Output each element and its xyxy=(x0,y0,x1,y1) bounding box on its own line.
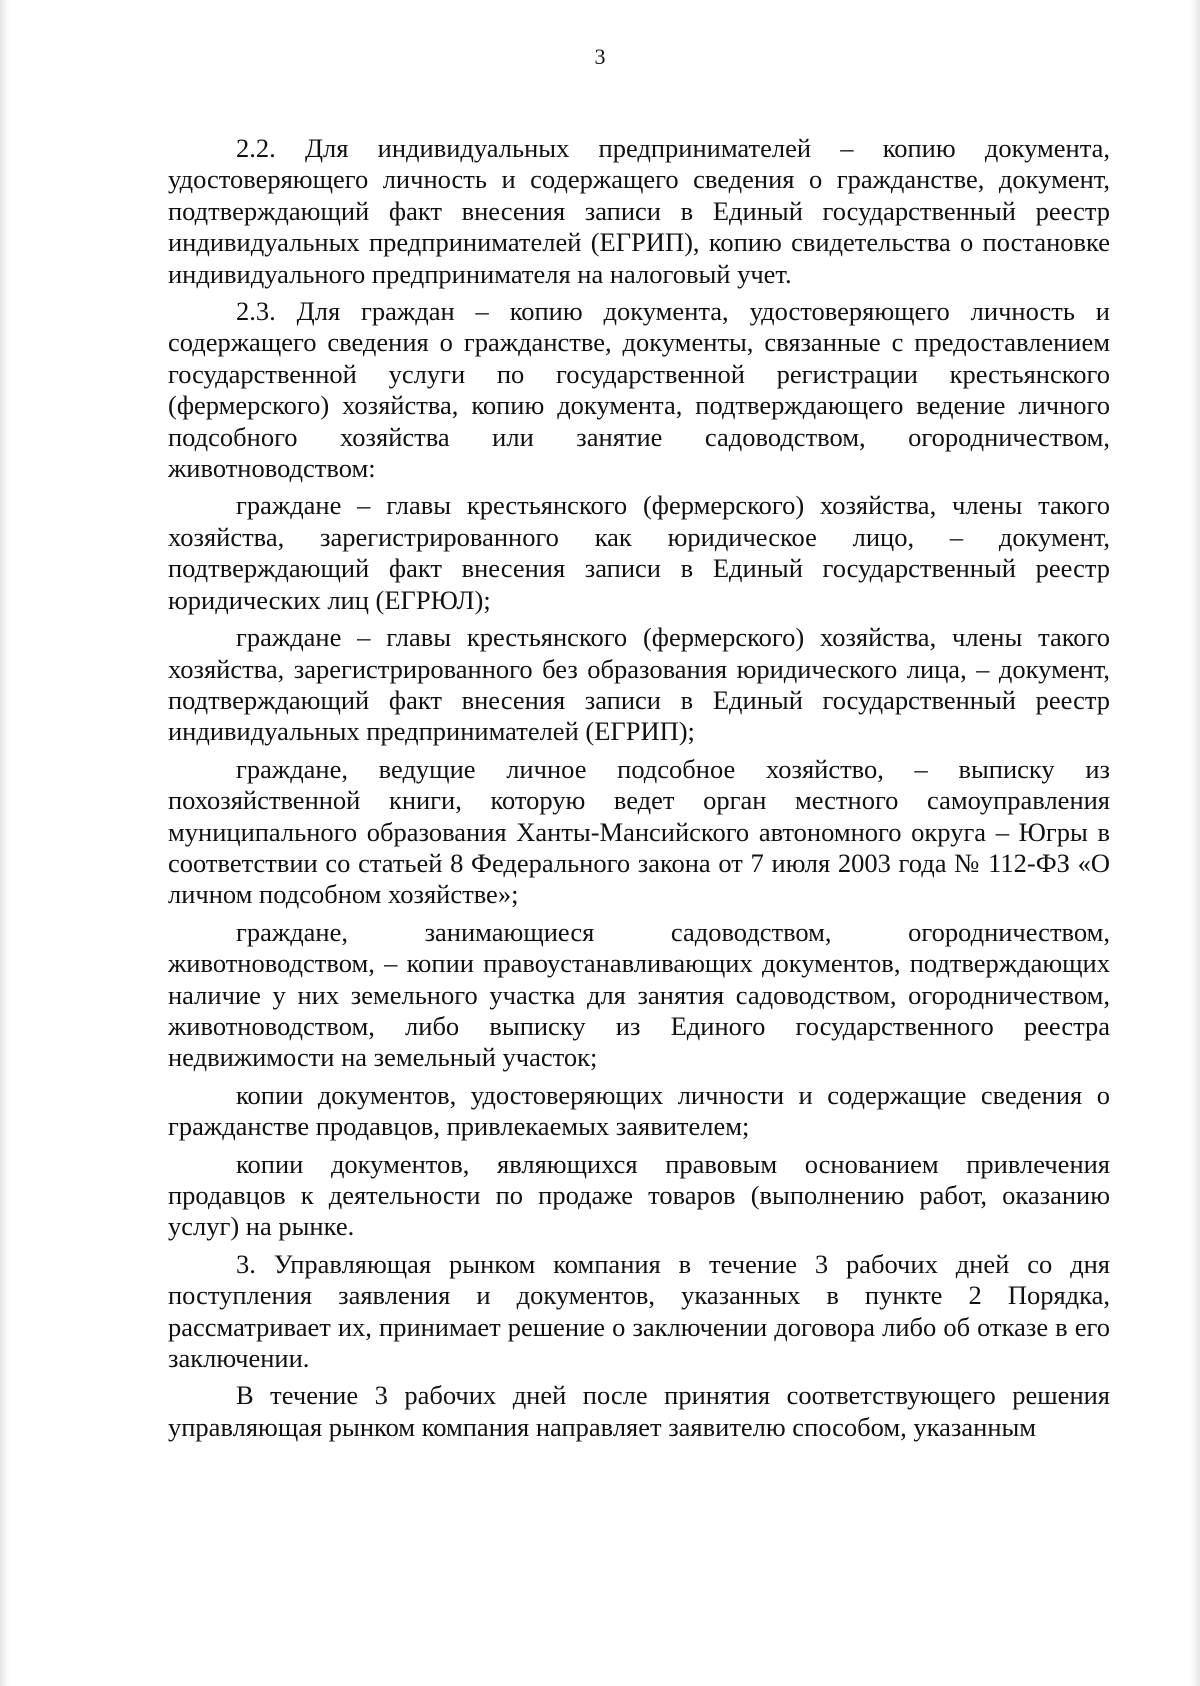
paragraph-egrul: граждане – главы крестьянского (фермерского) хозяйства, члены такого хозяйства, зарегистрированного как юридическое лицо, – документ, подтверждающий факт внесения записи в Единый государственный реестр юридических лиц (ЕГРЮЛ); xyxy=(168,490,1110,615)
page-number: 3 xyxy=(594,44,606,69)
paragraph-3: 3. Управляющая рынком компания в течение 3 рабочих дней со дня поступления заявления и документов, указанных в пункте 2 Порядка, рассматривает их, принимает решение о заключении договора либо об отказе в его заключении. xyxy=(168,1248,1110,1374)
paragraph-egrip: граждане – главы крестьянского (фермерского) хозяйства, члены такого хозяйства, зарегистрированного без образования юридического лица, – документ, подтверждающий факт внесения записи в Единый государственный реестр индивидуальных предпринимателей (ЕГРИП); xyxy=(168,622,1110,747)
paragraph-decision-notice: В течение 3 рабочих дней после принятия соответствующего решения управляющая рынком компания направляет заявителю способом, указанным xyxy=(168,1380,1110,1442)
scan-edge-right xyxy=(1190,0,1200,1686)
paragraph-2-3: 2.3. Для граждан – копию документа, удостоверяющего личность и содержащего сведения о гражданстве, документы, связанные с предоставлением государственной услуги по государственной регистрации крестьянского (фермерского) хозяйства, копию документа, подтверждающего ведение личного подсобного хозяйства или занятие садоводством, огородничеством, животноводством: xyxy=(168,296,1110,484)
paragraph-sellers-identity: копии документов, удостоверяющих личности и содержащие сведения о гражданстве продавцов, привлекаемых заявителем; xyxy=(168,1079,1110,1142)
document-body xyxy=(168,133,1110,1449)
paragraph-sellers-legal-basis: копии документов, являющихся правовым основанием привлечения продавцов к деятельности по продаже товаров (выполнению работ, оказанию услуг) на рынке. xyxy=(168,1148,1110,1242)
scan-edge-left xyxy=(0,0,10,1686)
paragraph-lph: граждане, ведущие личное подсобное хозяйство, – выписку из похозяйственной книги, которую ведет орган местного самоуправления муниципального образования Ханты-Мансийского автономного округа – Югры в соответствии со статьей 8 Федерального закона от 7 июля 2003 года № 112-ФЗ «О личном подсобном хозяйстве»; xyxy=(168,753,1110,910)
paragraph-2-2: 2.2. Для индивидуальных предпринимателей – копию документа, удостоверяющего личность и содержащего сведения о гражданстве, документ, подтверждающий факт внесения записи в Единый государственный реестр индивидуальных предпринимателей (ЕГРИП), копию свидетельства о постановке индивидуального предпринимателя на налоговый учет. xyxy=(168,133,1110,289)
paragraph-gardening: граждане, занимающиеся садоводством, огородничеством, животноводством, – копии правоустанавливающих документов, подтверждающих наличие у них земельного участка для занятия садоводством, огородничеством, животноводством, либо выписку из Единого государственного реестра недвижимости на земельный участок; xyxy=(168,916,1110,1073)
